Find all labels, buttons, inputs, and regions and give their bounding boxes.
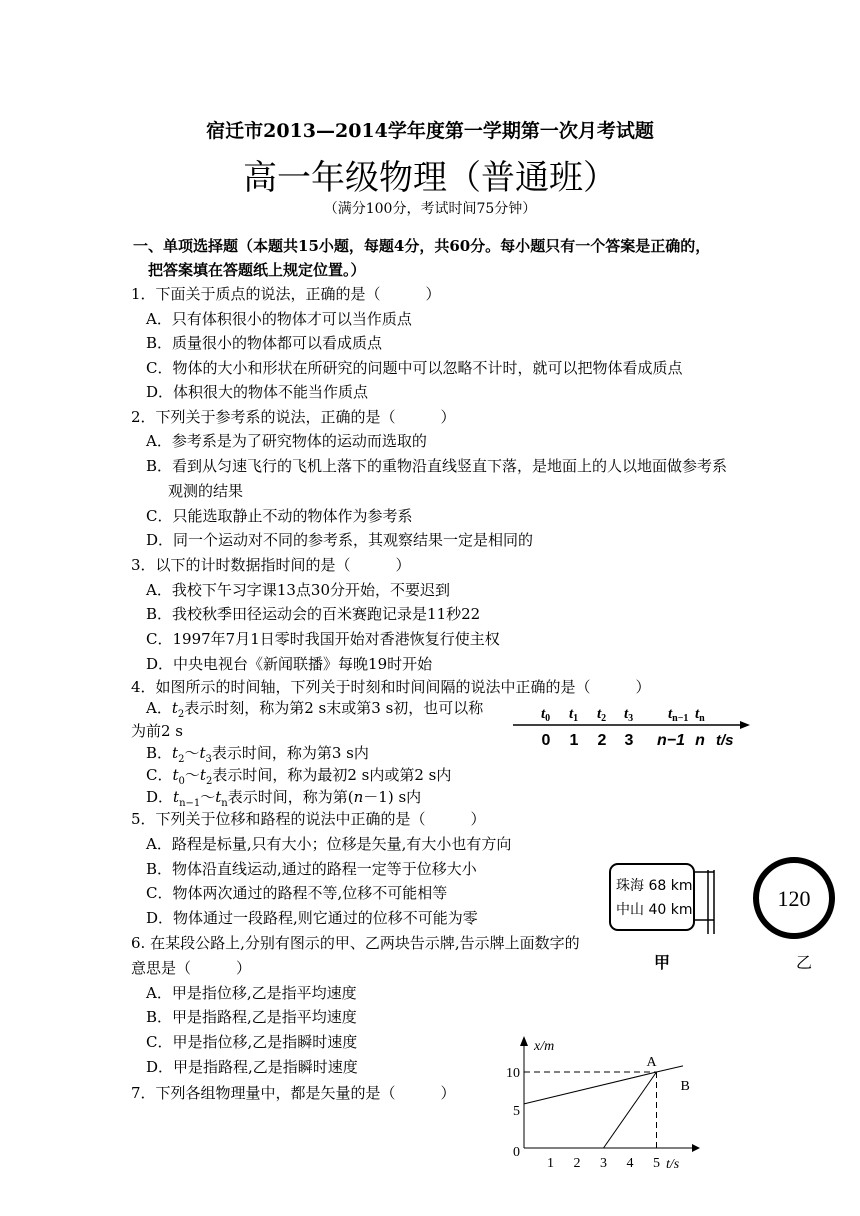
y-tick-label: 5 — [513, 1104, 520, 1119]
x-axis-label: t/s — [666, 1157, 680, 1172]
timeline-arrow-icon — [740, 721, 750, 729]
timeline-number-label: 1 — [569, 732, 579, 749]
timeline-number-label: n−1 — [657, 732, 686, 749]
q6-option-b: B．甲是指路程,乙是指平均速度 — [146, 1008, 357, 1026]
q4-option-a: A．$t_2$表示时刻，称为第2 s末或第3 s初，也可以称 — [146, 699, 484, 720]
sign-jia-label: 甲 — [654, 953, 671, 972]
line-label-b: B — [680, 1079, 690, 1094]
q7-stem: 7．下列各组物理量中，都是矢量的是（ ） — [131, 1084, 456, 1102]
x-axis-arrow-icon — [692, 1144, 700, 1152]
q1-option-b: B．质量很小的物体都可以看成质点 — [146, 334, 383, 352]
timeline-number-label: 3 — [624, 732, 634, 749]
q3-option-d: D．中央电视台《新闻联播》每晚19时开始 — [146, 655, 433, 673]
exam-subtitle: 高一年级物理（普通班） — [243, 158, 617, 198]
q3-stem: 3．以下的计时数据指时间的是（ ） — [131, 556, 411, 574]
timeline-unit: t/s — [716, 732, 734, 749]
q2-option-c: C．只能选取静止不动的物体作为参考系 — [146, 507, 413, 525]
q5-option-b: B．物体沿直线运动,通过的路程一定等于位移大小 — [146, 860, 477, 878]
exam-title: 宿迁市2013—2014学年度第一学期第一次月考试题 — [206, 120, 654, 142]
x-tick-label: 1 — [547, 1156, 554, 1171]
q2-option-b-line1: B．看到从匀速飞行的飞机上落下的重物沿直线竖直下落，是地面上的人以地面做参考系 — [146, 457, 728, 475]
section-heading-line2: 把答案填在答题纸上规定位置。） — [148, 261, 366, 279]
q6-stem-line1: 6. 在某段公路上,分别有图示的甲、乙两块告示牌,告示牌上面数字的 — [131, 934, 580, 952]
sign-jia-board — [610, 864, 694, 930]
q6-option-d: D．甲是指路程,乙是指瞬时速度 — [146, 1058, 358, 1076]
q4-option-c: C．$t_0\sim t_2$表示时间，称为最初2 s内或第2 s内 — [146, 766, 452, 787]
x-tick-label: 3 — [600, 1156, 607, 1171]
q1-option-d: D．体积很大的物体不能当作质点 — [146, 383, 369, 401]
y-axis-arrow-icon — [520, 1036, 528, 1046]
q1-stem: 1．下面关于质点的说法，正确的是（ ） — [131, 285, 441, 303]
sign-yi-figure — [750, 854, 838, 942]
timeline-figure — [508, 700, 753, 752]
x-tick-label: 5 — [653, 1156, 660, 1171]
q6-stem-line2: 意思是（ ） — [131, 959, 252, 977]
timeline-tick-label: $t_3$ — [624, 706, 634, 724]
q6-option-a: A．甲是指位移,乙是指平均速度 — [146, 984, 357, 1002]
q2-option-d: D．同一个运动对不同的参考系，其观察结果一定是相同的 — [146, 531, 534, 549]
sign-yi-value: 120 — [777, 886, 811, 911]
timeline-tick-label: $t_{n-1}$ — [668, 706, 689, 724]
sign-jia-figure — [606, 858, 722, 936]
xt-chart — [500, 1028, 710, 1178]
point-label-a: A — [646, 1055, 657, 1070]
q5-stem: 5．下列关于位移和路程的说法中正确的是（ ） — [131, 810, 486, 828]
q4-option-b: B．$t_2\sim t_3$表示时间，称为第3 s内 — [146, 744, 369, 765]
timeline-number-label: n — [695, 732, 705, 749]
q3-option-a: A．我校下午习字课13点30分开始，不要迟到 — [146, 581, 451, 599]
q3-option-c: C．1997年7月1日零时我国开始对香港恢复行使主权 — [146, 630, 500, 648]
q4-stem: 4．如图所示的时间轴，下列关于时刻和时间间隔的说法中正确的是（ ） — [131, 678, 651, 696]
q2-option-b-line2: 观测的结果 — [168, 482, 244, 500]
q2-option-a: A．参考系是为了研究物体的运动而选取的 — [146, 432, 427, 450]
y-axis-label: x/m — [534, 1039, 555, 1054]
exam-note: （满分100分，考试时间75分钟） — [323, 201, 537, 217]
sign-yi-label: 乙 — [796, 953, 813, 972]
q1-option-a: A．只有体积很小的物体才可以当作质点 — [146, 310, 412, 328]
q5-option-c: C．物体两次通过的路程不等,位移不可能相等 — [146, 884, 448, 902]
y-tick-label: 0 — [513, 1145, 520, 1160]
x-tick-label: 2 — [573, 1156, 581, 1171]
q5-option-a: A．路程是标量,只有大小；位移是矢量,有大小也有方向 — [146, 835, 512, 853]
x-tick-label: 4 — [626, 1156, 634, 1171]
timeline-tick-label: $t_n$ — [695, 706, 705, 724]
timeline-number-label: 0 — [541, 732, 551, 749]
q3-option-b: B．我校秋季田径运动会的百米赛跑记录是11秒22 — [146, 605, 481, 623]
q5-option-d: D．物体通过一段路程,则它通过的位移不可能为零 — [146, 909, 478, 927]
y-tick-label: 10 — [506, 1066, 520, 1081]
timeline-tick-label: $t_0$ — [541, 706, 551, 724]
timeline-number-label: 2 — [597, 732, 607, 749]
q4-option-a-line2: 为前2 s — [131, 722, 184, 740]
series-line-B — [604, 1072, 657, 1148]
timeline-tick-label: $t_1$ — [569, 706, 579, 724]
q1-option-c: C．物体的大小和形状在所研究的问题中可以忽略不计时，就可以把物体看成质点 — [146, 359, 683, 377]
q2-stem: 2．下列关于参考系的说法，正确的是（ ） — [131, 408, 456, 426]
timeline-tick-label: $t_2$ — [597, 706, 607, 724]
sign-jia-line1: 珠海 68 km — [616, 878, 693, 894]
sign-jia-line2: 中山 40 km — [616, 902, 693, 918]
section-heading-line1: 一、单项选择题（本题共15小题，每题4分，共60分。每小题只有一个答案是正确的， — [133, 237, 711, 255]
q6-option-c: C．甲是指位移,乙是指瞬时速度 — [146, 1033, 358, 1051]
q4-option-d: D．$t_{n-1}\sim t_n$表示时间，称为第(n－1) s内 — [146, 788, 422, 809]
